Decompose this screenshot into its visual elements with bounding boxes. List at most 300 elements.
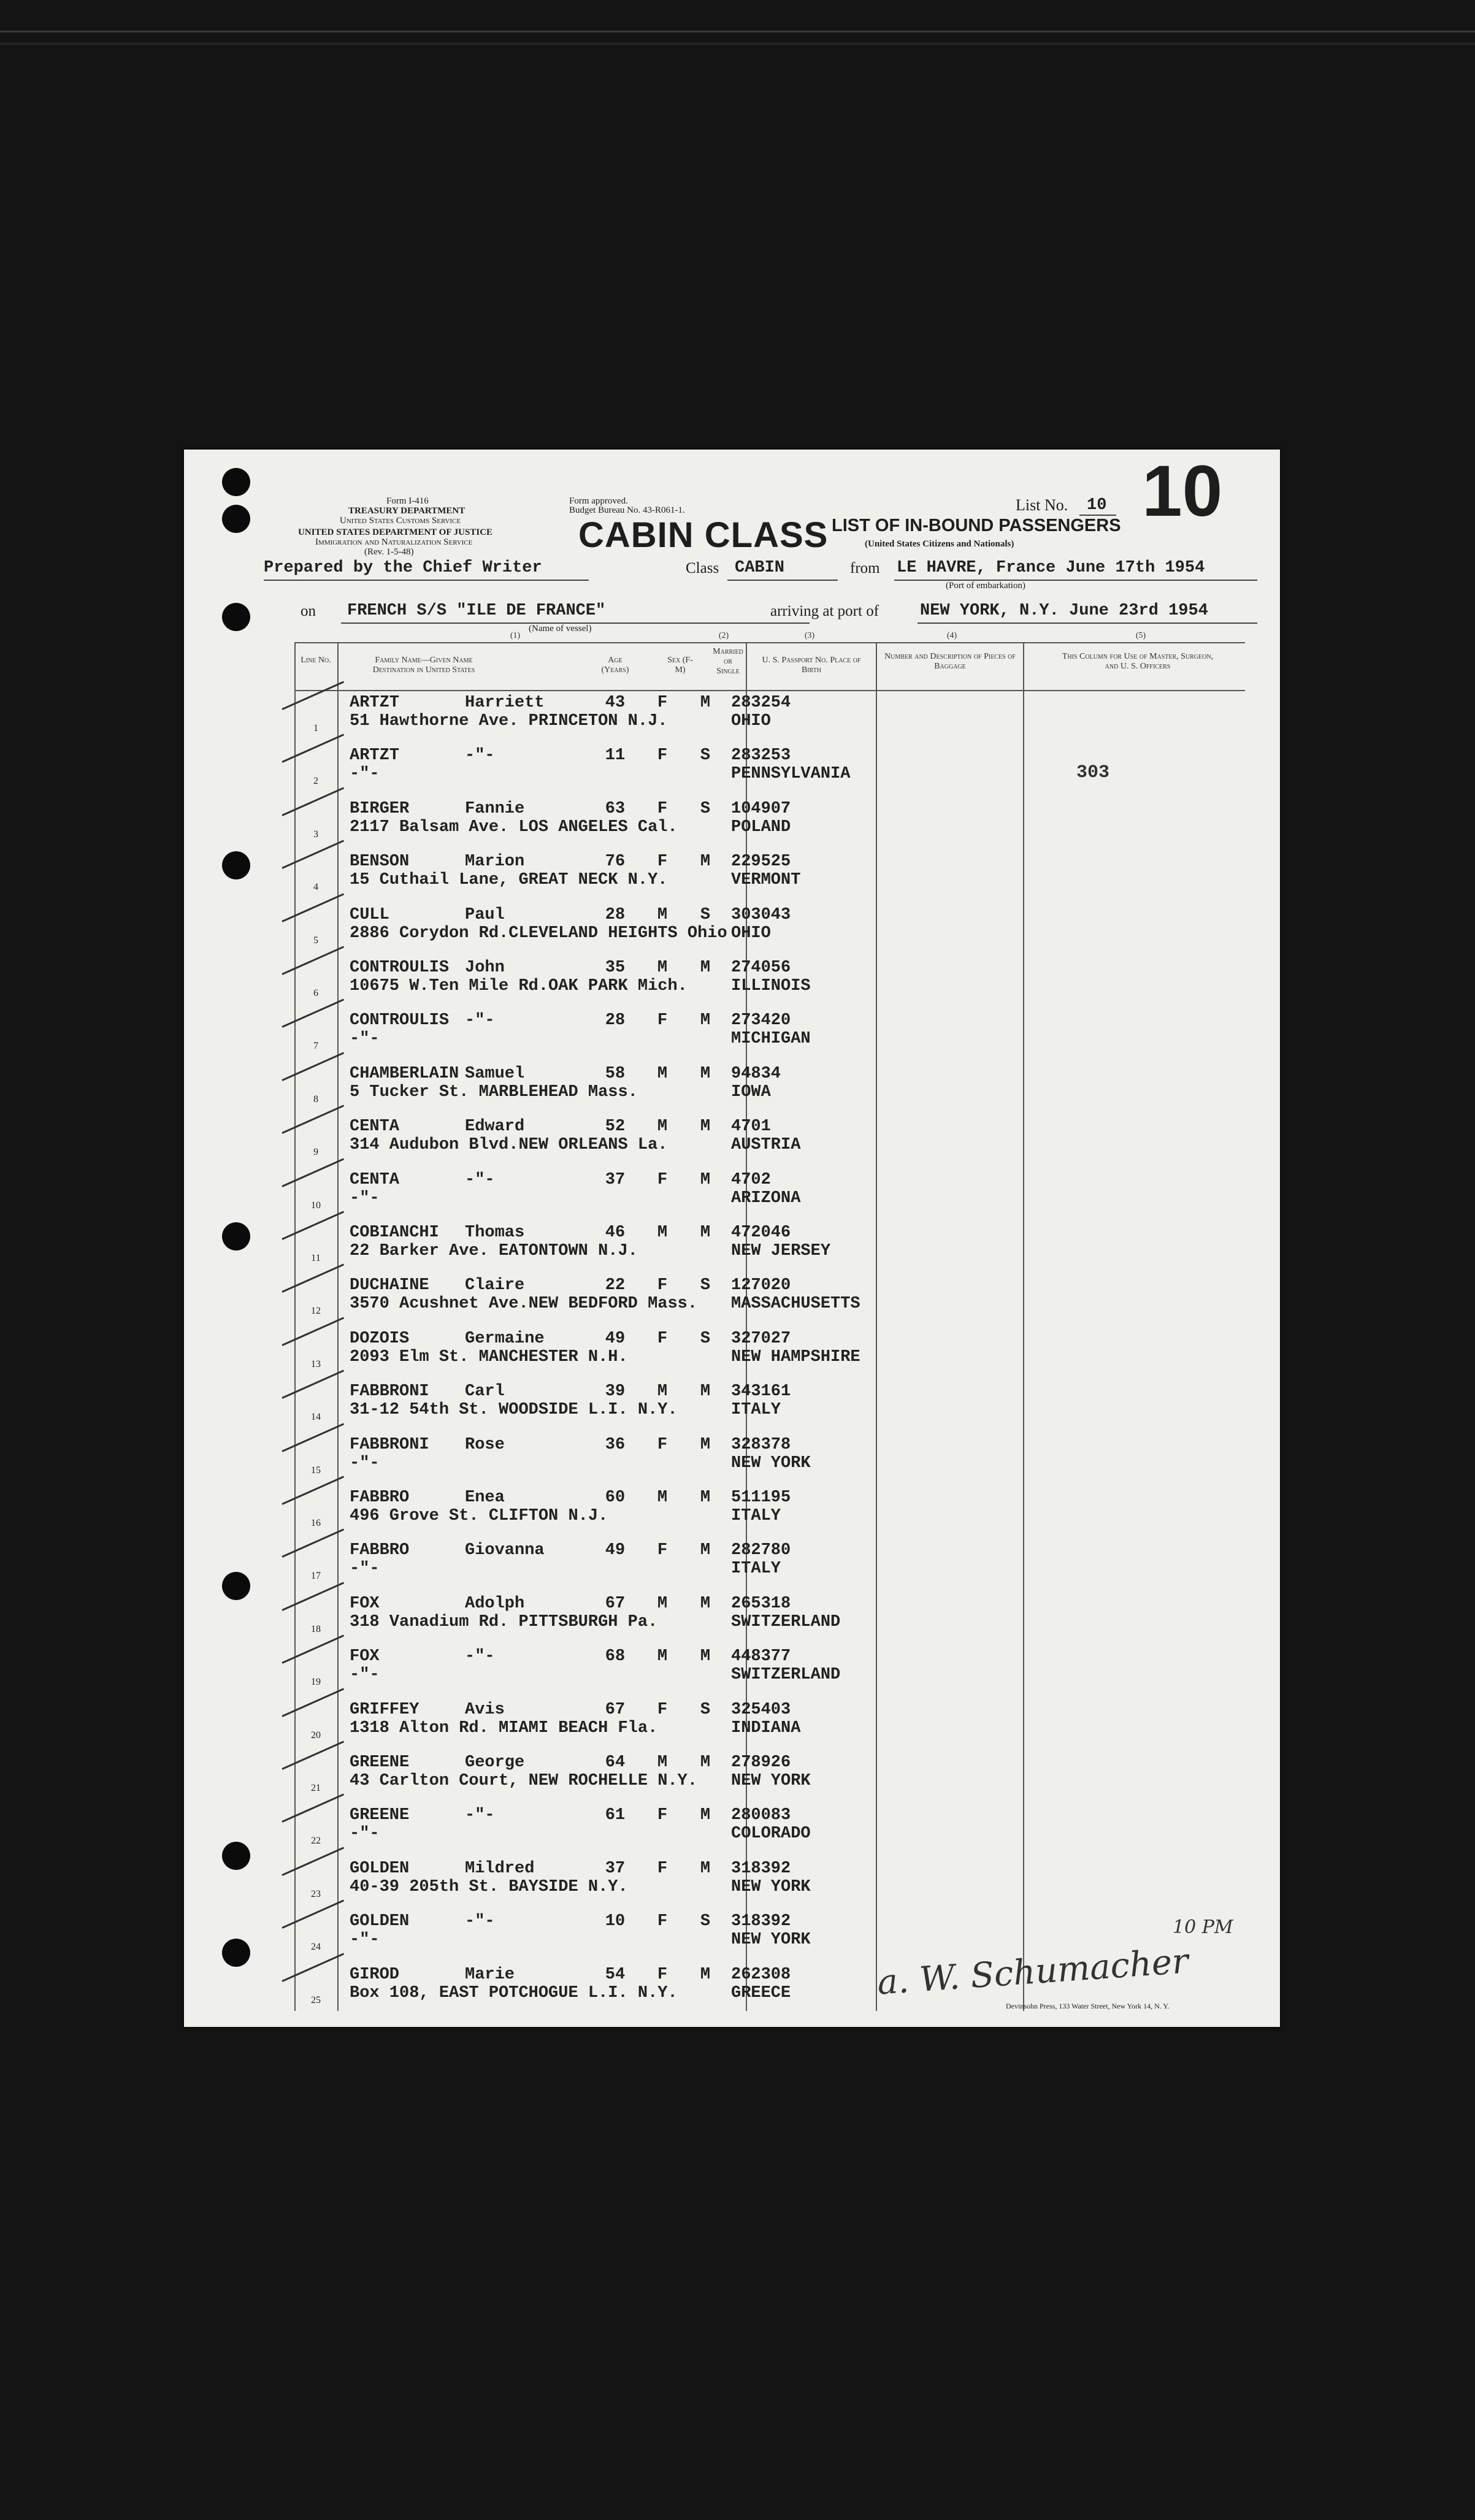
on-label: on: [301, 603, 316, 619]
line-number: 19: [311, 1677, 321, 1688]
list-no-label: List No.: [1016, 496, 1068, 514]
marital-status: M: [700, 1224, 711, 1242]
given-name: John: [465, 959, 505, 977]
marital-status: S: [700, 1700, 711, 1719]
place-of-birth: AUSTRIA: [731, 1136, 801, 1155]
family-name: COBIANCHI: [350, 1224, 439, 1242]
marital-status: M: [700, 1011, 711, 1030]
destination-address: 496 Grove St. CLIFTON N.J.: [350, 1507, 608, 1525]
table-row: [294, 1804, 1263, 1856]
destination-address: Box 108, EAST POTCHOGUE L.I. N.Y.: [350, 1983, 678, 2002]
sex: F: [657, 1912, 668, 1931]
sex: M: [657, 1753, 668, 1772]
list-subtitle: (United States Citizens and Nationals): [865, 539, 1014, 549]
marital-status: M: [700, 1488, 711, 1507]
table-row: [294, 1592, 1263, 1645]
col-header-line-no: Line No.: [301, 656, 331, 665]
table-row: [294, 1327, 1263, 1380]
age: 39: [605, 1382, 626, 1401]
arrival-underline: [918, 622, 1257, 624]
marital-status: S: [700, 1276, 711, 1295]
passport-number: 280083: [731, 1806, 791, 1825]
sex: M: [657, 1382, 668, 1401]
place-of-birth: NEW YORK: [731, 1877, 811, 1896]
place-of-birth: ITALY: [731, 1560, 781, 1579]
family-name: GIROD: [350, 1965, 400, 1984]
passport-number: 327027: [731, 1329, 791, 1348]
given-name: Harriett: [465, 694, 545, 712]
place-of-birth: ARIZONA: [731, 1189, 801, 1208]
destination-address: 43 Carlton Court, NEW ROCHELLE N.Y.: [350, 1772, 698, 1790]
age: 28: [605, 905, 626, 924]
passport-number: 262308: [731, 1965, 791, 1984]
age: 37: [605, 1859, 626, 1878]
table-row: [294, 850, 1263, 903]
table-top-border: [294, 642, 1245, 643]
marital-status: M: [700, 1117, 711, 1136]
line-number: 12: [311, 1306, 321, 1317]
marital-status: M: [700, 1435, 711, 1454]
destination-address: 40-39 205th St. BAYSIDE N.Y.: [350, 1877, 628, 1896]
sex: M: [657, 1117, 668, 1136]
marital-status: M: [700, 1806, 711, 1825]
col-header-name: Family Name—Given Name Destination in United States: [372, 656, 475, 675]
sex: M: [657, 905, 668, 924]
count-note: 10 PM: [1173, 1917, 1233, 1938]
family-name: GREENE: [350, 1753, 410, 1772]
sex: F: [657, 1435, 668, 1454]
place-of-birth: GREECE: [731, 1983, 791, 2002]
table-row: [294, 1486, 1263, 1539]
marital-status: M: [700, 1064, 711, 1083]
table-row: [294, 1115, 1263, 1168]
marital-status: S: [700, 905, 711, 924]
punch-hole: [222, 1572, 250, 1600]
place-of-birth: NEW JERSEY: [731, 1242, 831, 1260]
given-name: -"-: [465, 1806, 495, 1825]
sex: F: [657, 852, 668, 871]
table-row: [294, 1221, 1263, 1274]
marital-status: M: [700, 694, 711, 712]
officer-signature: a. W. Schumacher: [876, 1941, 1190, 2003]
passport-number: 325403: [731, 1700, 791, 1719]
line-number: 6: [313, 988, 318, 998]
destination-address: 1318 Alton Rd. MIAMI BEACH Fla.: [350, 1718, 658, 1737]
line-number: 21: [311, 1783, 321, 1793]
sex: F: [657, 1541, 668, 1560]
family-name: GOLDEN: [350, 1912, 410, 1931]
table-row: [294, 1168, 1263, 1221]
officer-note: 303: [1076, 762, 1110, 783]
given-name: Thomas: [465, 1224, 525, 1242]
from-label: from: [850, 560, 880, 576]
budget-number: Budget Bureau No. 43-R061-1.: [569, 505, 685, 515]
given-name: Germaine: [465, 1329, 545, 1348]
sex: F: [657, 1170, 668, 1189]
punch-hole: [222, 505, 250, 533]
sex: F: [657, 1965, 668, 1984]
cabin-class-stamp: CABIN CLASS: [578, 515, 829, 555]
printer-line: Devinsohn Press, 133 Water Street, New York 14, N. Y.: [1006, 2002, 1170, 2010]
age: 37: [605, 1170, 626, 1189]
passport-number: 274056: [731, 959, 791, 977]
age: 11: [605, 746, 626, 765]
place-of-birth: MICHIGAN: [731, 1030, 811, 1049]
place-of-birth: SWITZERLAND: [731, 1666, 841, 1685]
line-number: 9: [313, 1147, 318, 1158]
given-name: Giovanna: [465, 1541, 545, 1560]
place-of-birth: MASSACHUSETTS: [731, 1295, 860, 1314]
vessel-value: FRENCH S/S "ILE DE FRANCE": [347, 602, 606, 620]
line-number: 24: [311, 1942, 321, 1953]
punch-hole: [222, 1222, 250, 1250]
table-row: [294, 691, 1263, 744]
sex: F: [657, 799, 668, 818]
age: 67: [605, 1594, 626, 1613]
given-name: Adolph: [465, 1594, 525, 1613]
passport-number: 4702: [731, 1170, 771, 1189]
given-name: George: [465, 1753, 525, 1772]
place-of-birth: ILLINOIS: [731, 977, 811, 995]
marital-status: S: [700, 1912, 711, 1931]
marital-status: M: [700, 1170, 711, 1189]
age: 68: [605, 1647, 626, 1666]
line-number: 2: [313, 776, 318, 787]
place-of-birth: COLORADO: [731, 1825, 811, 1844]
passport-number: 278926: [731, 1753, 791, 1772]
punch-hole: [222, 468, 250, 496]
col-number-1: (1): [510, 631, 521, 640]
sex: F: [657, 694, 668, 712]
line-number: 5: [313, 935, 318, 946]
destination-address: 318 Vanadium Rd. PITTSBURGH Pa.: [350, 1612, 658, 1631]
line-number: 11: [311, 1253, 321, 1263]
vessel-caption: (Name of vessel): [529, 624, 592, 634]
passport-number: 343161: [731, 1382, 791, 1401]
arriving-label: arriving at port of: [770, 603, 879, 619]
class-value: CABIN: [735, 559, 785, 577]
given-name: Enea: [465, 1488, 505, 1507]
age: 22: [605, 1276, 626, 1295]
col-header-passport: U. S. Passport No. Place of Birth: [762, 656, 861, 675]
col-header-sex: Sex (F-M): [667, 656, 693, 675]
line-number: 1: [313, 723, 318, 733]
family-name: CENTA: [350, 1170, 400, 1189]
sex: F: [657, 746, 668, 765]
destination-address: -"-: [350, 1666, 380, 1685]
given-name: Rose: [465, 1435, 505, 1454]
list-title: LIST OF IN-BOUND PASSENGERS: [832, 516, 1121, 535]
place-of-birth: INDIANA: [731, 1718, 801, 1737]
place-of-birth: VERMONT: [731, 871, 801, 890]
family-name: CONTROULIS: [350, 1011, 450, 1030]
destination-address: 31-12 54th St. WOODSIDE L.I. N.Y.: [350, 1401, 678, 1420]
family-name: CHAMBERLAIN: [350, 1064, 459, 1083]
age: 49: [605, 1329, 626, 1348]
port-embark-caption: (Port of embarkation): [946, 581, 1025, 591]
passport-number: 283254: [731, 694, 791, 712]
marital-status: S: [700, 746, 711, 765]
age: 10: [605, 1912, 626, 1931]
destination-address: -"-: [350, 1560, 380, 1579]
sex: M: [657, 1647, 668, 1666]
line-number: 25: [311, 1994, 321, 2005]
age: 46: [605, 1224, 626, 1242]
table-row: [294, 1062, 1263, 1115]
table-row: [294, 1274, 1263, 1327]
passport-number: 328378: [731, 1435, 791, 1454]
place-of-birth: ITALY: [731, 1507, 781, 1525]
age: 49: [605, 1541, 626, 1560]
from-value: LE HAVRE, France June 17th 1954: [897, 559, 1205, 577]
family-name: GRIFFEY: [350, 1700, 420, 1719]
destination-address: 10675 W.Ten Mile Rd.OAK PARK Mich.: [350, 977, 688, 995]
col-header-baggage: Number and Description of Pieces of Baggage: [884, 652, 1016, 671]
line-number: 3: [313, 829, 318, 840]
passport-number: 273420: [731, 1011, 791, 1030]
destination-address: 2117 Balsam Ave. LOS ANGELES Cal.: [350, 818, 678, 837]
punch-hole: [222, 1842, 250, 1870]
passport-number: 303043: [731, 905, 791, 924]
line-number: 22: [311, 1836, 321, 1847]
passport-number: 318392: [731, 1912, 791, 1931]
table-row: [294, 903, 1263, 956]
destination-address: 314 Audubon Blvd.NEW ORLEANS La.: [350, 1136, 668, 1155]
table-row: [294, 1539, 1263, 1591]
sex: F: [657, 1700, 668, 1719]
passport-number: 94834: [731, 1064, 781, 1083]
given-name: Claire: [465, 1276, 525, 1295]
place-of-birth: OHIO: [731, 924, 771, 943]
age: 61: [605, 1806, 626, 1825]
family-name: BIRGER: [350, 799, 410, 818]
table-row: [294, 1857, 1263, 1910]
age: 58: [605, 1064, 626, 1083]
given-name: Mildred: [465, 1859, 535, 1878]
punch-hole: [222, 851, 250, 879]
place-of-birth: NEW HAMPSHIRE: [731, 1347, 860, 1366]
marital-status: M: [700, 1647, 711, 1666]
age: 36: [605, 1435, 626, 1454]
col-number-4: (4): [946, 631, 957, 640]
table-row: [294, 956, 1263, 1009]
place-of-birth: POLAND: [731, 818, 791, 837]
form-approved: Form approved.: [569, 496, 628, 506]
marital-status: M: [700, 959, 711, 977]
place-of-birth: NEW YORK: [731, 1931, 811, 1950]
family-name: DUCHAINE: [350, 1276, 429, 1295]
sex: M: [657, 1224, 668, 1242]
line-number: 4: [313, 882, 318, 893]
destination-address: 3570 Acushnet Ave.NEW BEDFORD Mass.: [350, 1295, 698, 1314]
line-number: 16: [311, 1518, 321, 1528]
col-number-5: (5): [1135, 631, 1146, 640]
passport-number: 104907: [731, 799, 791, 818]
ins-service: Immigration and Naturalization Service: [315, 537, 473, 547]
marital-status: M: [700, 852, 711, 871]
destination-address: -"-: [350, 1453, 380, 1473]
scan-edge-top: [0, 31, 1475, 33]
sex: M: [657, 1594, 668, 1613]
marital-status: S: [700, 1329, 711, 1348]
destination-address: 2886 Corydon Rd.CLEVELAND HEIGHTS Ohio: [350, 924, 727, 943]
class-label: Class: [686, 560, 719, 576]
line-number: 18: [311, 1623, 321, 1634]
given-name: -"-: [465, 746, 495, 765]
list-no-underline: [1079, 515, 1116, 516]
passport-number: 127020: [731, 1276, 791, 1295]
customs-service: United States Customs Service: [340, 516, 461, 526]
age: 54: [605, 1965, 626, 1984]
place-of-birth: ITALY: [731, 1401, 781, 1420]
table-row: [294, 1009, 1263, 1062]
sex: F: [657, 1859, 668, 1878]
passport-number: 4701: [731, 1117, 771, 1136]
family-name: CENTA: [350, 1117, 400, 1136]
list-no-stamp: 10: [1142, 451, 1223, 532]
age: 67: [605, 1700, 626, 1719]
line-number: 20: [311, 1729, 321, 1741]
table-row: [294, 1380, 1263, 1433]
destination-address: -"-: [350, 1030, 380, 1049]
family-name: FABBRONI: [350, 1382, 429, 1401]
list-no-typed: 10: [1087, 496, 1107, 515]
marital-status: M: [700, 1753, 711, 1772]
destination-address: 22 Barker Ave. EATONTOWN N.J.: [350, 1242, 638, 1260]
destination-address: -"-: [350, 1931, 380, 1950]
sex: M: [657, 1488, 668, 1507]
line-number: 15: [311, 1465, 321, 1476]
form-number: Form I-416: [386, 496, 429, 506]
given-name: Edward: [465, 1117, 525, 1136]
marital-status: M: [700, 1594, 711, 1613]
family-name: FABBRO: [350, 1541, 410, 1560]
sex: F: [657, 1329, 668, 1348]
given-name: -"-: [465, 1647, 495, 1666]
family-name: FABBRO: [350, 1488, 410, 1507]
col-number-3: (3): [804, 631, 815, 640]
marital-status: S: [700, 799, 711, 818]
sex: M: [657, 959, 668, 977]
family-name: FABBRONI: [350, 1435, 429, 1454]
marital-status: M: [700, 1541, 711, 1560]
given-name: Fannie: [465, 799, 525, 818]
scan-edge-top-2: [0, 43, 1475, 45]
line-number: 17: [311, 1571, 321, 1582]
line-number: 7: [313, 1041, 318, 1052]
given-name: Carl: [465, 1382, 505, 1401]
line-number: 13: [311, 1358, 321, 1369]
given-name: -"-: [465, 1170, 495, 1189]
col-header-married: Married or Single: [713, 647, 743, 676]
passport-number: 318392: [731, 1859, 791, 1878]
marital-status: M: [700, 1859, 711, 1878]
age: 64: [605, 1753, 626, 1772]
family-name: GREENE: [350, 1806, 410, 1825]
destination-address: 15 Cuthail Lane, GREAT NECK N.Y.: [350, 871, 668, 890]
age: 63: [605, 799, 626, 818]
destination-address: 5 Tucker St. MARBLEHEAD Mass.: [350, 1082, 638, 1101]
place-of-birth: NEW YORK: [731, 1453, 811, 1473]
table-row: [294, 744, 1263, 797]
destination-address: -"-: [350, 765, 380, 784]
given-name: Avis: [465, 1700, 505, 1719]
col-number-2: (2): [718, 631, 729, 640]
passport-number: 283253: [731, 746, 791, 765]
tally-check-mark: [282, 681, 344, 710]
place-of-birth: NEW YORK: [731, 1772, 811, 1790]
destination-address: -"-: [350, 1189, 380, 1208]
place-of-birth: IOWA: [731, 1082, 771, 1101]
passport-number: 472046: [731, 1224, 791, 1242]
given-name: -"-: [465, 1011, 495, 1030]
arrival-value: NEW YORK, N.Y. June 23rd 1954: [920, 602, 1208, 620]
marital-status: M: [700, 1965, 711, 1984]
col-header-age: Age (Years): [601, 656, 629, 675]
sex: F: [657, 1276, 668, 1295]
family-name: GOLDEN: [350, 1859, 410, 1878]
age: 28: [605, 1011, 626, 1030]
prepared-by: Prepared by the Chief Writer: [264, 559, 542, 577]
family-name: CULL: [350, 905, 389, 924]
family-name: FOX: [350, 1647, 380, 1666]
class-underline: [727, 580, 838, 581]
line-number: 14: [311, 1412, 321, 1423]
age: 52: [605, 1117, 626, 1136]
place-of-birth: SWITZERLAND: [731, 1612, 841, 1631]
given-name: Marie: [465, 1965, 515, 1984]
family-name: ARTZT: [350, 746, 400, 765]
prepared-by-underline: [264, 580, 589, 581]
family-name: BENSON: [350, 852, 410, 871]
given-name: Paul: [465, 905, 505, 924]
passport-number: 229525: [731, 852, 791, 871]
family-name: ARTZT: [350, 694, 400, 712]
form-revision: (Rev. 1-5-48): [364, 547, 414, 557]
table-row: [294, 1751, 1263, 1804]
destination-address: 51 Hawthorne Ave. PRINCETON N.J.: [350, 712, 668, 730]
age: 35: [605, 959, 626, 977]
table-row: [294, 1433, 1263, 1486]
sex: F: [657, 1806, 668, 1825]
age: 43: [605, 694, 626, 712]
line-number: 8: [313, 1093, 318, 1105]
destination-address: -"-: [350, 1825, 380, 1844]
line-number: 10: [311, 1200, 321, 1211]
destination-address: 2093 Elm St. MANCHESTER N.H.: [350, 1347, 628, 1366]
table-row: [294, 1645, 1263, 1698]
family-name: DOZOIS: [350, 1329, 410, 1348]
marital-status: M: [700, 1382, 711, 1401]
passport-number: 265318: [731, 1594, 791, 1613]
given-name: -"-: [465, 1912, 495, 1931]
family-name: CONTROULIS: [350, 959, 450, 977]
sex: F: [657, 1011, 668, 1030]
col-header-officers: This Column for Use of Master, Surgeon, and U. S. Officers: [1062, 652, 1214, 671]
passport-number: 282780: [731, 1541, 791, 1560]
family-name: FOX: [350, 1594, 380, 1613]
sex: M: [657, 1064, 668, 1083]
given-name: Samuel: [465, 1064, 525, 1083]
punch-hole: [222, 1939, 250, 1967]
place-of-birth: OHIO: [731, 712, 771, 730]
table-row: [294, 797, 1263, 850]
passport-number: 448377: [731, 1647, 791, 1666]
passenger-manifest-page: [184, 450, 1280, 2027]
age: 60: [605, 1488, 626, 1507]
passport-number: 511195: [731, 1488, 791, 1507]
age: 76: [605, 852, 626, 871]
